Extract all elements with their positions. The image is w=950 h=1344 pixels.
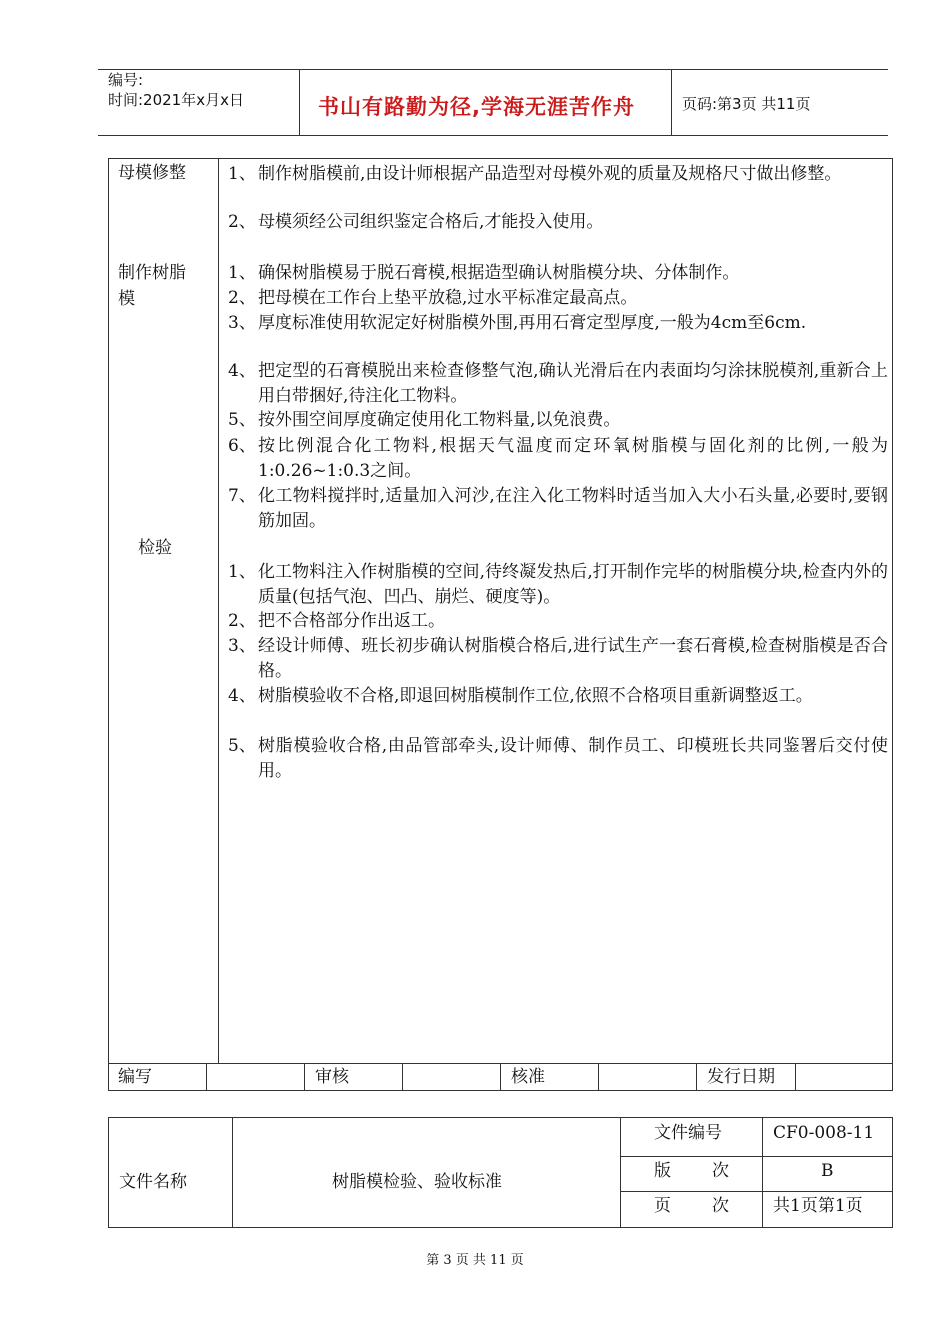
sign-row-divider <box>402 1063 403 1091</box>
section-label-mold-trim: 母模修整 <box>118 163 186 183</box>
doc-name-label: 文件名称 <box>119 1172 187 1192</box>
list-item <box>228 286 888 311</box>
sign-row-divider <box>696 1063 697 1091</box>
item-text: 把不合格部分作出返工。 <box>258 611 445 631</box>
header-bottom-rule <box>98 135 888 136</box>
list-item <box>228 434 888 484</box>
sign-approve-label: 核准 <box>511 1067 545 1087</box>
doc-number-value: CF0-008-11 <box>773 1123 875 1143</box>
item-number: 1、 <box>228 263 256 283</box>
doc-table-divider <box>232 1117 233 1228</box>
list-item <box>228 359 888 409</box>
list-item <box>228 162 888 187</box>
doc-table-divider <box>620 1156 893 1157</box>
sign-row-divider <box>206 1063 207 1091</box>
item-number: 1、 <box>228 562 256 582</box>
sign-row-divider <box>500 1063 501 1091</box>
sign-issue-date-label: 发行日期 <box>707 1067 775 1087</box>
sign-row-divider <box>598 1063 599 1091</box>
item-text: 树脂模验收不合格,即退回树脂模制作工位,依照不合格项目重新调整返工。 <box>258 686 813 706</box>
sign-review-label: 审核 <box>315 1067 349 1087</box>
item-text: 确保树脂模易于脱石膏模,根据造型确认树脂模分块、分体制作。 <box>258 263 740 283</box>
doc-table-divider <box>762 1117 763 1228</box>
doc-table-divider <box>620 1117 621 1228</box>
item-number: 2、 <box>228 288 256 308</box>
item-text: 把定型的石膏模脱出来检查修整气泡,确认光滑后在内表面均匀涂抹脱模剂,重新合上用白带捆好,待注化工物料。 <box>258 361 888 406</box>
item-number: 4、 <box>228 361 256 381</box>
section-label-resin-making-line2: 模 <box>118 289 135 309</box>
list-item <box>228 311 888 336</box>
header-number-label: 编号: <box>108 71 144 89</box>
list-item <box>228 609 888 634</box>
item-number: 3、 <box>228 313 256 333</box>
item-number: 2、 <box>228 611 256 631</box>
list-item <box>228 684 888 709</box>
list-item <box>228 734 888 784</box>
sign-author-label: 编写 <box>118 1067 152 1087</box>
section-label-inspection: 检验 <box>138 538 172 558</box>
sign-row-divider <box>795 1063 796 1091</box>
item-number: 1、 <box>228 164 256 184</box>
doc-table-divider <box>620 1191 893 1192</box>
item-text: 母模须经公司组织鉴定合格后,才能投入使用。 <box>258 212 604 232</box>
page-footer: 第 3 页 共 11 页 <box>426 1253 524 1268</box>
doc-version-value: B <box>821 1161 834 1181</box>
label-column-divider <box>218 158 219 1063</box>
list-item <box>228 210 888 235</box>
item-text: 化工物料注入作树脂模的空间,待终凝发热后,打开制作完毕的树脂模分块,检查内外的质量(包括气泡、凹凸、崩烂、硬度等)。 <box>258 562 888 607</box>
list-item <box>228 634 888 684</box>
item-text: 把母模在工作台上垫平放稳,过水平标准定最高点。 <box>258 288 638 308</box>
doc-number-label: 文件编号 <box>654 1123 722 1143</box>
item-number: 4、 <box>228 686 256 706</box>
list-item <box>228 261 888 286</box>
item-number: 2、 <box>228 212 256 232</box>
item-text: 按外围空间厚度确定使用化工物料量,以免浪费。 <box>258 410 621 430</box>
header-time-label: 时间:2021年x月x日 <box>108 91 244 109</box>
item-number: 3、 <box>228 636 256 656</box>
header-page-info: 页码:第3页 共11页 <box>682 95 811 113</box>
list-item <box>228 560 888 610</box>
item-text: 经设计师傅、班长初步确认树脂模合格后,进行试生产一套石膏模,检查树脂模是否合格。 <box>258 636 888 681</box>
item-number: 5、 <box>228 410 256 430</box>
item-text: 化工物料搅拌时,适量加入河沙,在注入化工物料时适当加入大小石头量,必要时,要钢筋加固。 <box>258 486 888 531</box>
doc-name-value: 树脂模检验、验收标准 <box>332 1172 502 1192</box>
item-text: 厚度标准使用软泥定好树脂模外围,再用石膏定型厚度,一般为4cm至6cm. <box>258 313 807 333</box>
item-number: 5、 <box>228 736 256 756</box>
header-motto: 书山有路勤为径,学海无涯苦作舟 <box>318 95 635 119</box>
doc-page-value: 共1页第1页 <box>773 1196 863 1216</box>
item-number: 6、 <box>228 436 256 456</box>
item-number: 7、 <box>228 486 256 506</box>
list-item <box>228 408 888 433</box>
header-top-rule <box>98 69 888 70</box>
list-item <box>228 484 888 534</box>
header-divider-left <box>299 70 300 136</box>
item-text: 制作树脂模前,由设计师根据产品造型对母模外观的质量及规格尺寸做出修整。 <box>258 164 842 184</box>
sign-row-divider <box>304 1063 305 1091</box>
section-label-resin-making-line1: 制作树脂 <box>118 263 186 283</box>
item-text: 按比例混合化工物料,根据天气温度而定环氧树脂模与固化剂的比例,一般为1:0.26~1:0.3之间。 <box>258 436 888 481</box>
header-divider-right <box>671 70 672 136</box>
item-text: 树脂模验收合格,由品管部牵头,设计师傅、制作员工、印模班长共同鉴署后交付使用。 <box>258 736 888 781</box>
